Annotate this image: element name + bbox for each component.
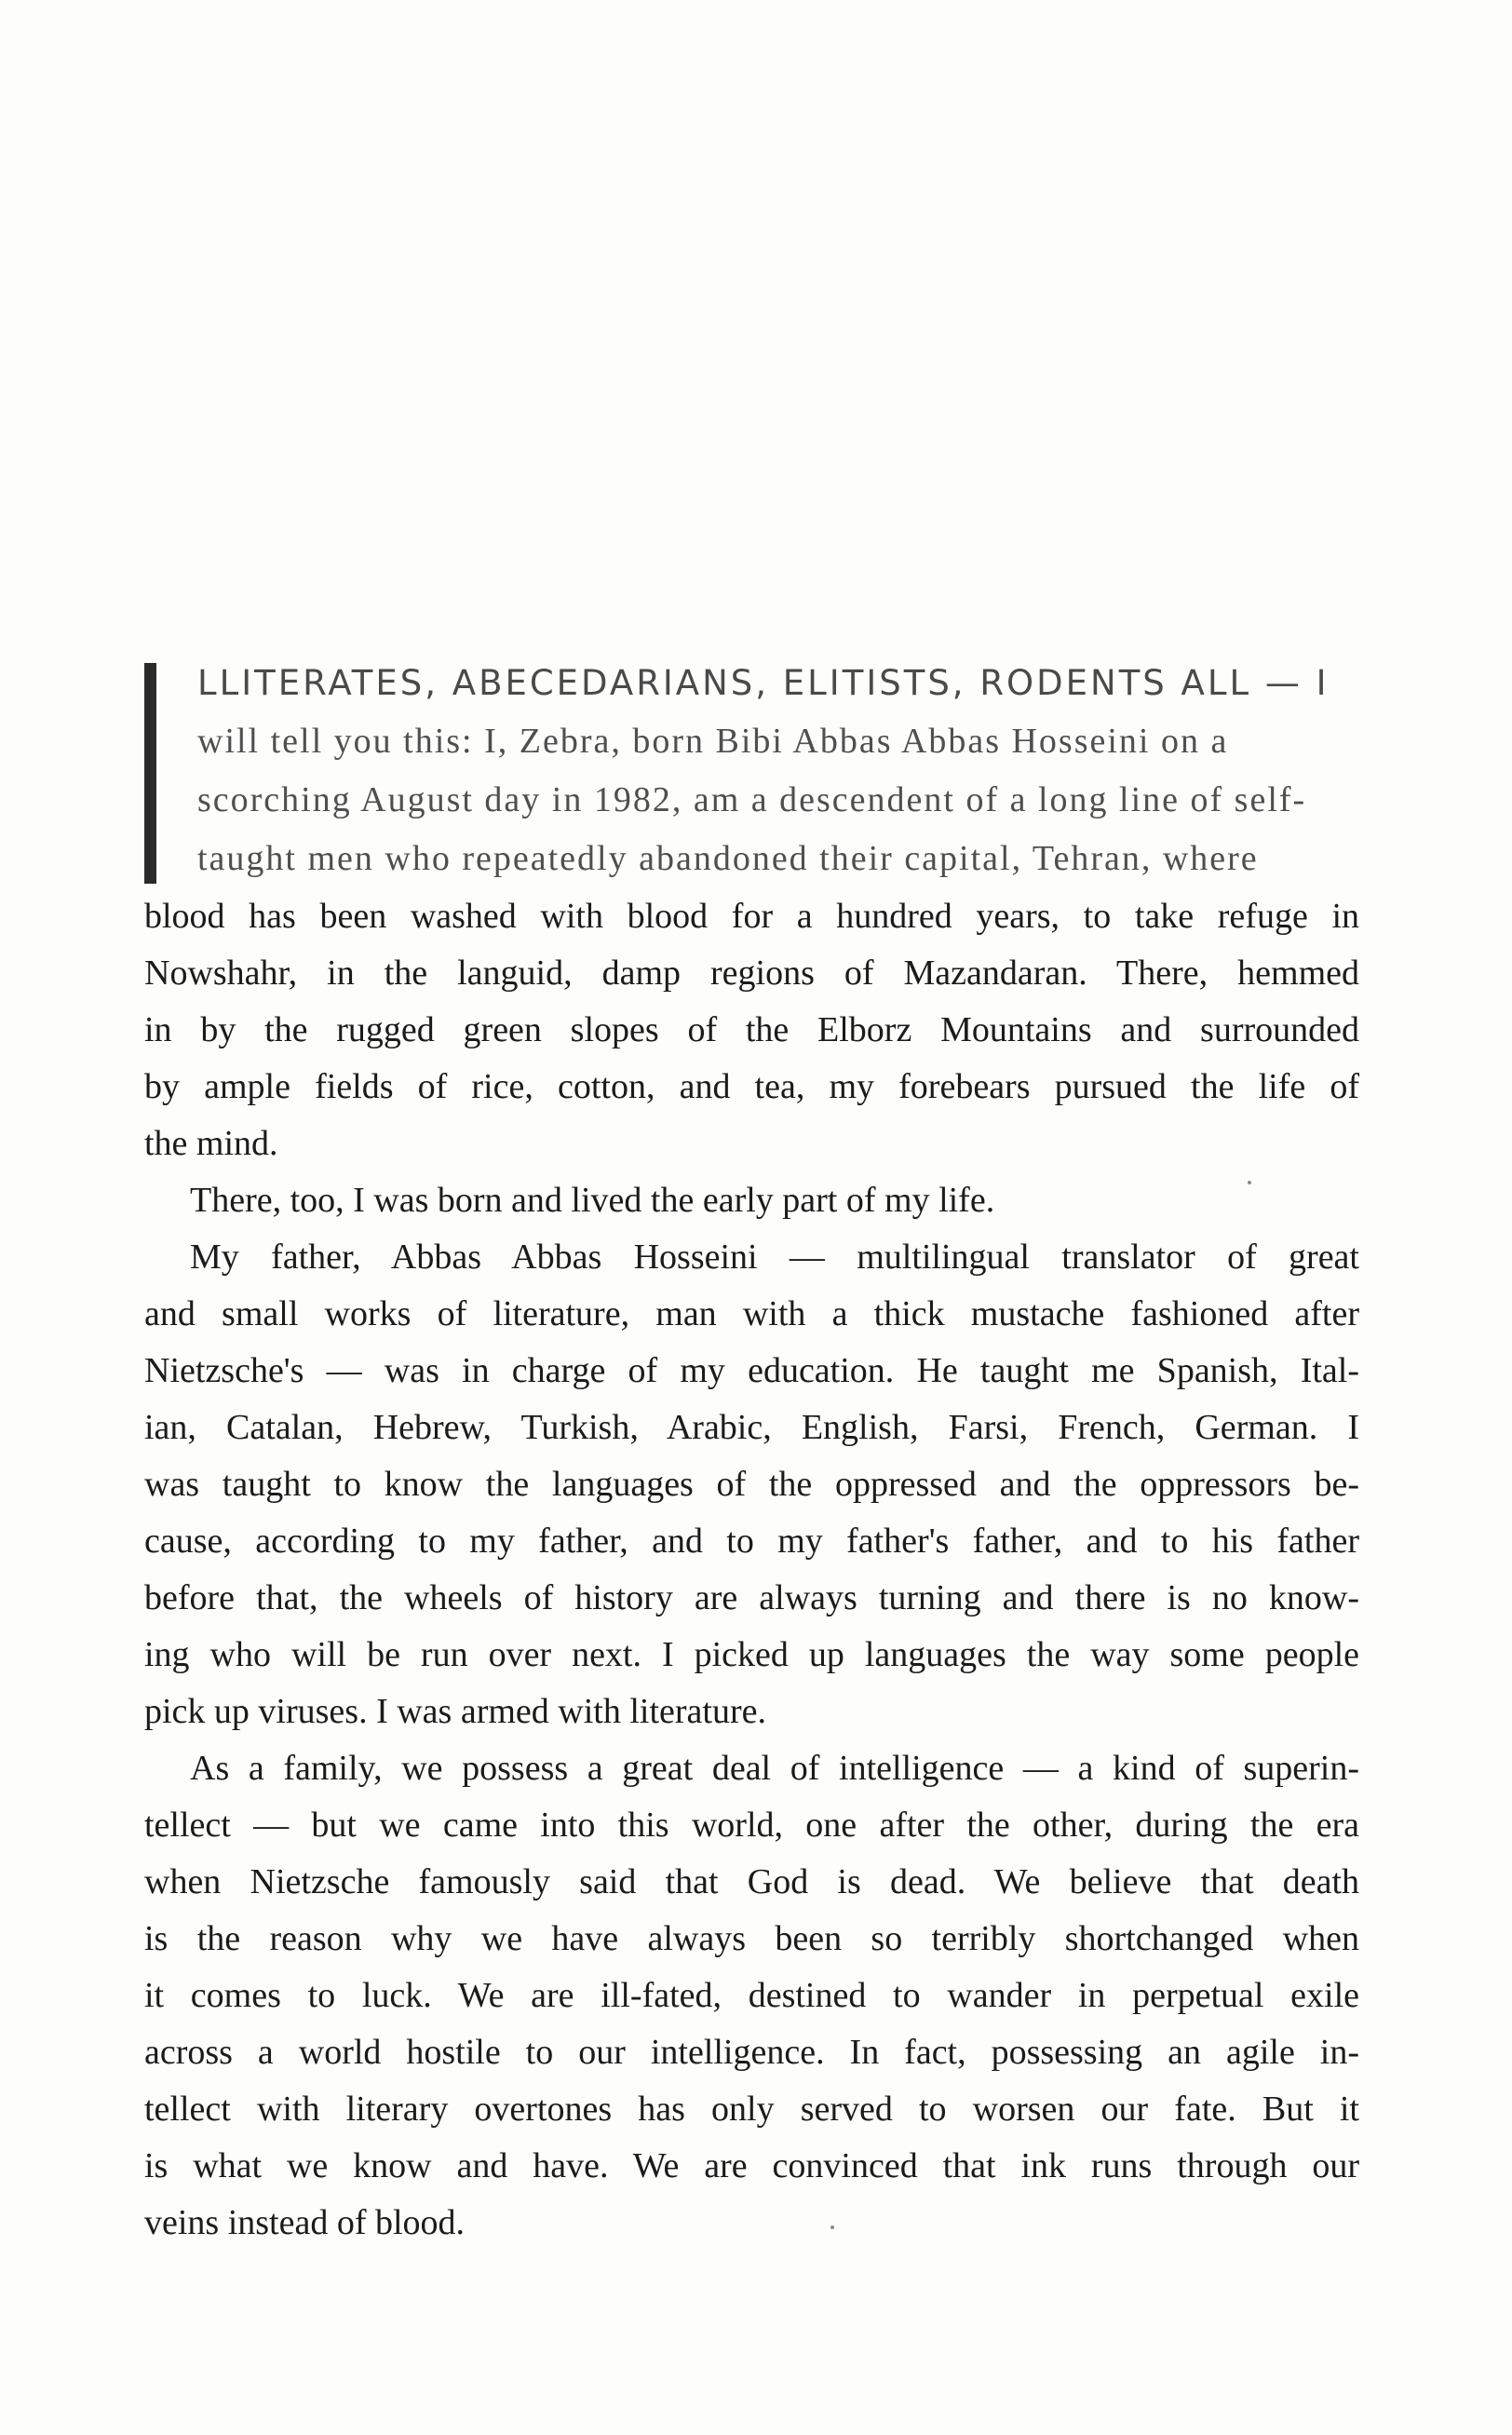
text-line: Nowshahr, in the languid, damp regions of Mazandaran. There, hemmed — [144, 954, 1359, 993]
text-line: across a world hostile to our intelligence. In fact, possessing an agile in- — [144, 2033, 1359, 2072]
text-line: pick up viruses. I was armed with literature. — [144, 1692, 766, 1731]
text-line: ing who will be run over next. I picked up languages the way some people — [144, 1635, 1359, 1674]
chapter-opening — [144, 654, 1359, 888]
text-line: it comes to luck. We are ill-fated, destined to wander in perpetual exile — [144, 1976, 1359, 2015]
text-line: in by the rugged green slopes of the Elborz Mountains and surrounded — [144, 1010, 1359, 1049]
ink-speck — [1248, 1181, 1251, 1184]
opening-line: will tell you this: I, Zebra, born Bibi Abbas Abbas Hosseini on a — [197, 722, 1229, 761]
text-line: ian, Catalan, Hebrew, Turkish, Arabic, English, Farsi, French, German. I — [144, 1408, 1359, 1447]
text-line: There, too, I was born and lived the early part of my life. — [190, 1181, 995, 1220]
text-line: before that, the wheels of history are always turning and there is no know- — [144, 1578, 1359, 1617]
paragraph — [144, 888, 1359, 1172]
opening-line: LLITERATES, ABECEDARIANS, ELITISTS, RODENTS ALL — I — [197, 663, 1330, 703]
opening-line: taught men who repeatedly abandoned their capital, Tehran, where — [197, 839, 1259, 878]
drop-cap-letter — [144, 663, 156, 884]
text-line: by ample fields of rice, cotton, and tea, my forebears pursued the life of — [144, 1067, 1359, 1106]
paragraph — [144, 1740, 1359, 2252]
opening-line: scorching August day in 1982, am a descendent of a long line of self- — [197, 780, 1307, 819]
text-line: tellect — but we came into this world, one after the other, during the era — [144, 1806, 1359, 1845]
text-line: cause, according to my father, and to my father's father, and to his father — [144, 1522, 1359, 1561]
text-line: blood has been washed with blood for a hundred years, to take refuge in — [144, 897, 1359, 936]
text-line: the mind. — [144, 1124, 278, 1163]
text-line: was taught to know the languages of the oppressed and the oppressors be- — [144, 1465, 1359, 1504]
text-line: tellect with literary overtones has only served to worsen our fate. But it — [144, 2090, 1359, 2129]
text-line: My father, Abbas Abbas Hosseini — multilingual translator of great — [190, 1238, 1359, 1277]
ink-speck — [830, 2225, 834, 2229]
paragraph — [144, 1172, 1359, 1229]
text-line: and small works of literature, man with a thick mustache fashioned after — [144, 1294, 1359, 1333]
paragraph — [144, 1229, 1359, 1740]
text-line: veins instead of blood. — [144, 2203, 466, 2242]
text-line: is what we know and have. We are convinced that ink runs through our — [144, 2146, 1359, 2185]
text-line: is the reason why we have always been so terribly shortchanged when — [144, 1919, 1359, 1958]
text-line: when Nietzsche famously said that God is dead. We believe that death — [144, 1862, 1359, 1901]
chapter-text — [144, 654, 1359, 2252]
text-line: As a family, we possess a great deal of intelligence — a kind of superin- — [190, 1749, 1359, 1788]
text-line: Nietzsche's — was in charge of my education. He taught me Spanish, Ital- — [144, 1351, 1359, 1390]
